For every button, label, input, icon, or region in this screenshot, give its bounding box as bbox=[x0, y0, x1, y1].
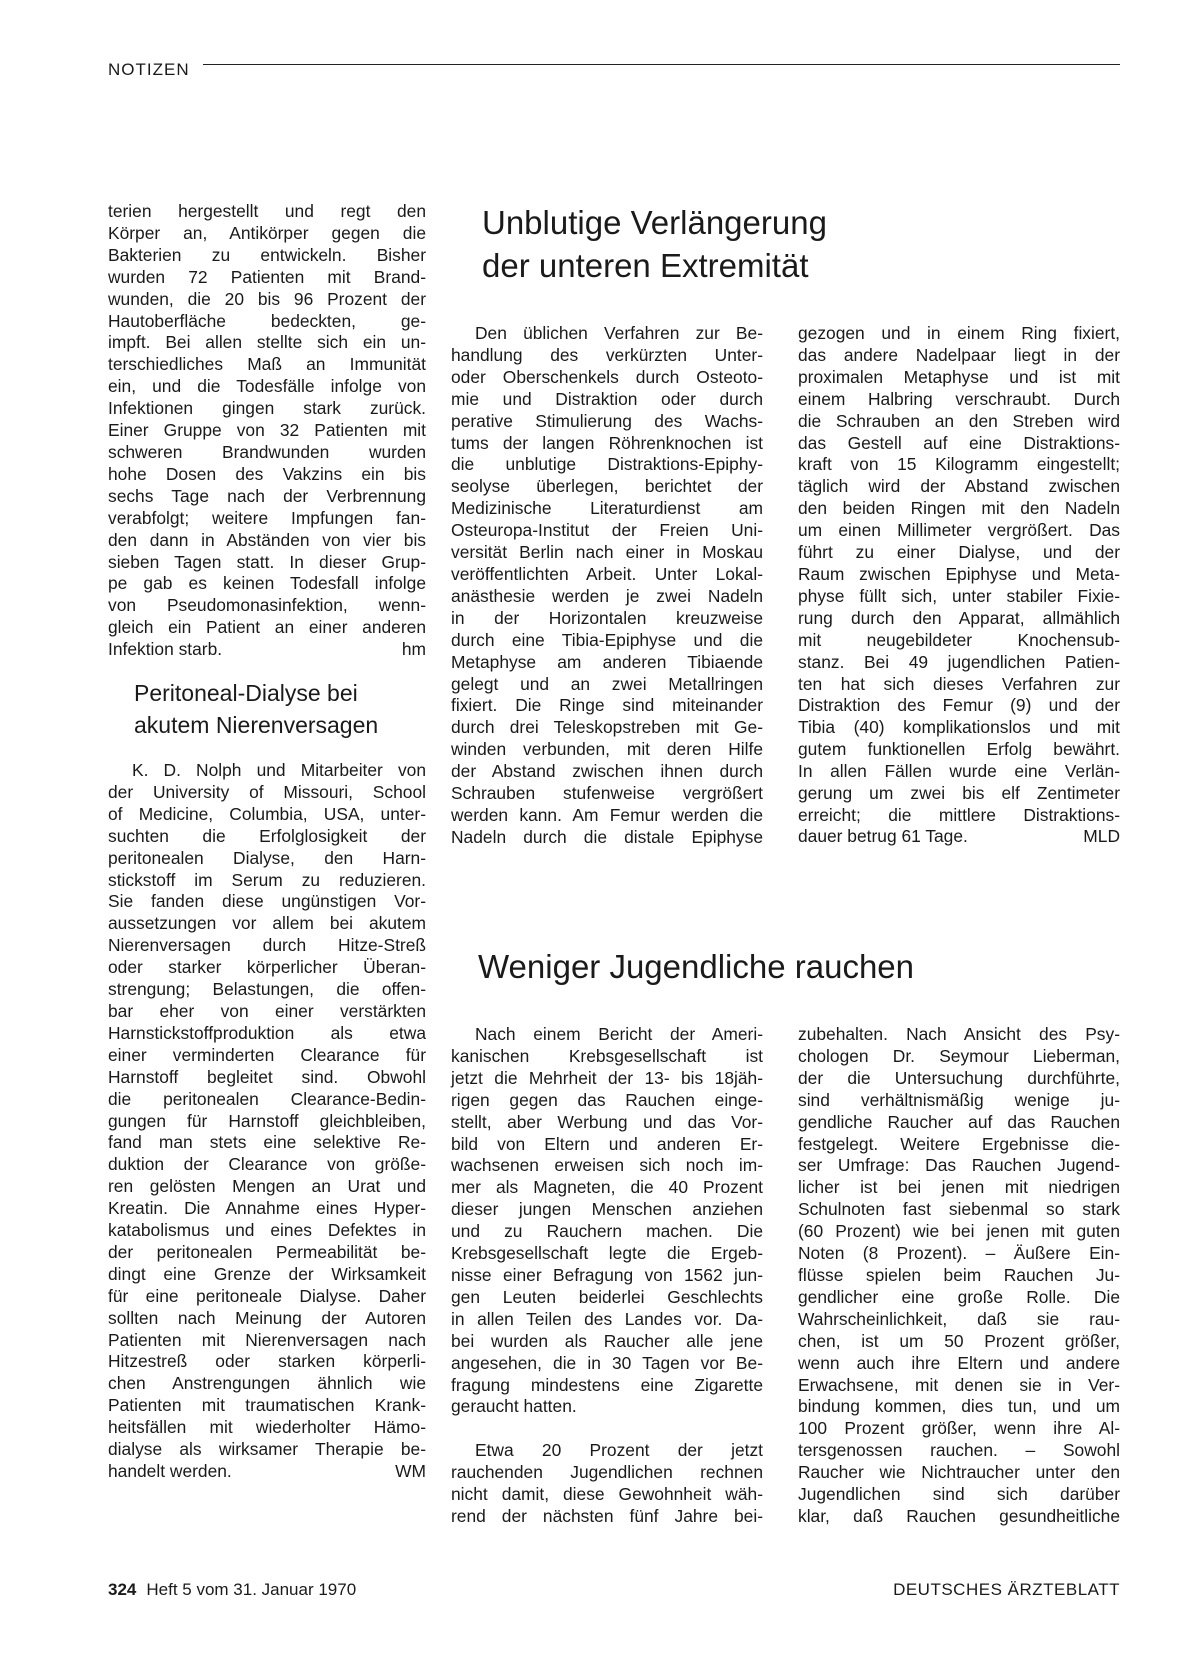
text-line: ten hat sich dieses Verfahren zur bbox=[798, 673, 1120, 694]
text-line: durch drei Teleskopstreben mit Ge- bbox=[451, 717, 763, 738]
text-line: Metaphyse am anderen Tibiaende bbox=[451, 651, 763, 672]
text-line: hohe Dosen des Vakzins ein bis bbox=[108, 463, 426, 484]
last-line: Infektion starb. bbox=[108, 639, 223, 659]
text-line: Patienten mit traumatischen Krank- bbox=[108, 1395, 426, 1416]
article-title-dialyse-line1: Peritoneal-Dialyse bei bbox=[134, 680, 358, 706]
text-line: oder Oberschenkels durch Osteoto- bbox=[451, 366, 763, 387]
text-line: den beiden Ringen mit den Nadeln bbox=[798, 498, 1120, 519]
text-line: sind verhältnismäßig wenige ju- bbox=[798, 1089, 1120, 1110]
text-line: rend der nächsten fünf Jahre bei- bbox=[451, 1505, 763, 1526]
text-line: Erwachsene, mit denen sie in Ver- bbox=[798, 1374, 1120, 1395]
text-line: impft. Bei allen stellte sich ein un- bbox=[108, 332, 426, 353]
text-line: katabolismus und eines Defektes in bbox=[108, 1220, 426, 1241]
text-line: Hautoberfläche bedeckten, ge- bbox=[108, 310, 426, 331]
text-line: physe füllt sich, unter stabiler Fixie- bbox=[798, 585, 1120, 606]
text-line: jetzt die Mehrheit der 13- bis 18jäh- bbox=[451, 1067, 763, 1088]
text-line: Schrauben stufenweise vergrößert bbox=[451, 783, 763, 804]
text-line: chen Anstrengungen ähnlich wie bbox=[108, 1373, 426, 1394]
text-line: Infektionen gingen stark zurück. bbox=[108, 398, 426, 419]
continued-article-ending bbox=[108, 639, 426, 661]
text-line: strengung; Belastungen, die offen- bbox=[108, 979, 426, 1000]
text-line: In allen Fällen wurde eine Verlän- bbox=[798, 761, 1120, 782]
text-line: Nierenversagen durch Hitze-Streß bbox=[108, 935, 426, 956]
text-line: Harnstickstoffproduktion als etwa bbox=[108, 1022, 426, 1043]
text-line: peritonealen Dialyse, den Harn- bbox=[108, 847, 426, 868]
section-label: NOTIZEN bbox=[108, 60, 190, 79]
text-line: 100 Prozent größer, wenn ihre Al- bbox=[798, 1418, 1120, 1439]
article-body-rauchen-col1-para1 bbox=[451, 1024, 763, 1396]
text-line: flüsse spielen beim Rauchen Ju- bbox=[798, 1264, 1120, 1285]
article-body-extremitaet-col1 bbox=[451, 323, 763, 849]
article-ending-extremitaet bbox=[798, 826, 1120, 848]
text-line: ein, und die Todesfälle infolge von bbox=[108, 376, 426, 397]
article-body-rauchen-col1-para1-end bbox=[451, 1396, 763, 1418]
page-number: 324 bbox=[108, 1580, 137, 1599]
journal-name: DEUTSCHES ÄRZTEBLATT bbox=[893, 1580, 1120, 1599]
author-initials: MLD bbox=[1083, 826, 1120, 846]
article-body-extremitaet-col2 bbox=[798, 323, 1120, 827]
text-line: oder starker körperlicher Überan- bbox=[108, 957, 426, 978]
text-line: zubehalten. Nach Ansicht des Psy- bbox=[798, 1024, 1120, 1044]
last-line: dauer betrug 61 Tage. bbox=[798, 826, 968, 846]
text-line: Kreatin. Die Annahme eines Hyper- bbox=[108, 1198, 426, 1219]
text-line: Medizinische Literaturdienst am bbox=[451, 498, 763, 519]
text-line: das Gestell auf eine Distraktions- bbox=[798, 432, 1120, 453]
header-rule bbox=[203, 64, 1120, 65]
text-line: veröffentlichten Arbeit. Unter Lokal- bbox=[451, 563, 763, 584]
text-line: Nadeln durch die distale Epiphyse bbox=[451, 826, 763, 847]
text-line: K. D. Nolph und Mitarbeiter von bbox=[132, 760, 426, 780]
article-title-extremitaet-line2: der unteren Extremität bbox=[482, 247, 809, 284]
text-line: gen Leuten beiderlei Geschlechts bbox=[451, 1286, 763, 1307]
text-line: fixiert. Die Ringe sind miteinander bbox=[451, 695, 763, 716]
text-line: licher ist bei jenen mit niedrigen bbox=[798, 1177, 1120, 1198]
article-body-dialyse bbox=[108, 760, 426, 1461]
text-line: den dann in Abständen von vier bis bbox=[108, 529, 426, 550]
article-ending-dialyse bbox=[108, 1461, 426, 1483]
text-line: für eine peritoneale Dialyse. Daher bbox=[108, 1285, 426, 1306]
text-line: der University of Missouri, School bbox=[108, 781, 426, 802]
article-body-rauchen-col1-para2 bbox=[451, 1440, 763, 1528]
text-line: gleich ein Patient an einer anderen bbox=[108, 617, 426, 638]
text-line: gelegt und an zwei Metallringen bbox=[451, 673, 763, 694]
author-initials: hm bbox=[401, 639, 426, 659]
text-line: pe gab es keinen Todesfall infolge bbox=[108, 573, 426, 594]
text-line: mie und Distraktion oder durch bbox=[451, 388, 763, 409]
text-line: versität Berlin nach einer in Moskau bbox=[451, 542, 763, 563]
text-line: handlung des verkürzten Unter- bbox=[451, 344, 763, 365]
text-line: das andere Nadelpaar liegt in der bbox=[798, 344, 1120, 365]
text-line: bei wurden als Raucher alle jene bbox=[451, 1330, 763, 1351]
text-line: Einer Gruppe von 32 Patienten mit bbox=[108, 420, 426, 441]
text-line: Schulnoten fast siebenmal so stark bbox=[798, 1199, 1120, 1220]
text-line: chen, ist um 50 Prozent größer, bbox=[798, 1330, 1120, 1351]
text-line: Wahrscheinlichkeit, daß sie rau- bbox=[798, 1308, 1120, 1329]
text-line: Sie fanden diese ungünstigen Vor- bbox=[108, 891, 426, 912]
text-line: wurden 72 Patienten mit Brand- bbox=[108, 266, 426, 287]
text-line: gungen für Harnstoff gleichbleiben, bbox=[108, 1110, 426, 1131]
text-line: und zu Rauchern machen. Die bbox=[451, 1221, 763, 1242]
text-line: einem Halbring verschraubt. Durch bbox=[798, 388, 1120, 409]
text-line: in der Horizontalen kreuzweise bbox=[451, 607, 763, 628]
text-line: der peritonealen Permeabilität be- bbox=[108, 1241, 426, 1262]
text-line: suchten die Erfolglosigkeit der bbox=[108, 825, 426, 846]
text-line: gerung um zwei bis elf Zentimeter bbox=[798, 783, 1120, 804]
text-line: angesehen, die in 30 Tagen vor Be- bbox=[451, 1352, 763, 1373]
text-line: mer als Magneten, die 40 Prozent bbox=[451, 1177, 763, 1198]
text-line: Krebsgesellschaft legte die Ergeb- bbox=[451, 1243, 763, 1264]
text-line: Hitzestreß oder starken körperli- bbox=[108, 1351, 426, 1372]
text-line: Osteuropa-Institut der Freien Uni- bbox=[451, 520, 763, 541]
text-line: stickstoff im Serum zu reduzieren. bbox=[108, 869, 426, 890]
text-line: Noten (8 Prozent). – Äußere Ein- bbox=[798, 1243, 1120, 1264]
text-line: anästhesie werden je zwei Nadeln bbox=[451, 585, 763, 606]
text-line: wachsenen erweisen sich noch im- bbox=[451, 1155, 763, 1176]
text-line: gutem funktionellen Erfolg bewährt. bbox=[798, 739, 1120, 760]
text-line: die peritonealen Clearance-Bedin- bbox=[108, 1088, 426, 1109]
text-line: Nach einem Bericht der Ameri- bbox=[475, 1024, 763, 1044]
article-title-rauchen: Weniger Jugendliche rauchen bbox=[478, 948, 915, 985]
text-line: Distraktion des Femur (9) und der bbox=[798, 695, 1120, 716]
text-line: winden verbunden, mit deren Hilfe bbox=[451, 739, 763, 760]
text-line: wenn auch ihre Eltern und andere bbox=[798, 1352, 1120, 1373]
continued-article-text bbox=[108, 201, 426, 639]
text-line: aussetzungen vor allem bei akutem bbox=[108, 913, 426, 934]
article-title-extremitaet-line1: Unblutige Verlängerung bbox=[482, 204, 827, 241]
text-line: rung durch den Apparat, allmählich bbox=[798, 607, 1120, 628]
text-line: rigen gegen das Rauchen einge- bbox=[451, 1089, 763, 1110]
text-line: Körper an, Antikörper gegen die bbox=[108, 222, 426, 243]
text-line: mit neugebildeter Knochensub- bbox=[798, 629, 1120, 650]
text-line: der Abstand zwischen ihnen durch bbox=[451, 761, 763, 782]
text-line: sieben Tagen statt. In dieser Grup- bbox=[108, 551, 426, 572]
text-line: Raucher wie Nichtraucher unter den bbox=[798, 1462, 1120, 1483]
text-line: Jugendlichen sind sich darüber bbox=[798, 1484, 1120, 1505]
text-line: täglich wird der Abstand zwischen bbox=[798, 476, 1120, 497]
text-line: bar eher von einer verstärkten bbox=[108, 1000, 426, 1021]
text-line: werden kann. Am Femur werden die bbox=[451, 804, 763, 825]
text-line: chologen Dr. Seymour Lieberman, bbox=[798, 1045, 1120, 1066]
text-line: nisse einer Befragung von 1562 jun- bbox=[451, 1264, 763, 1285]
text-line: rauchenden Jugendlichen rechnen bbox=[451, 1461, 763, 1482]
text-line: kraft von 15 Kilogramm eingestellt; bbox=[798, 454, 1120, 475]
text-line: gendlicher eine große Rolle. Die bbox=[798, 1286, 1120, 1307]
text-line: Bakterien zu entwickeln. Bisher bbox=[108, 244, 426, 265]
text-line: sechs Tage nach der Verbrennung bbox=[108, 485, 426, 506]
text-line: Raum zwischen Epiphyse und Meta- bbox=[798, 563, 1120, 584]
text-line: terien hergestellt und regt den bbox=[108, 201, 426, 221]
text-line: bild von Eltern und anderen Er- bbox=[451, 1133, 763, 1154]
text-line: dialyse als wirksamer Therapie be- bbox=[108, 1439, 426, 1460]
text-line: Patienten mit Nierenversagen nach bbox=[108, 1329, 426, 1350]
text-line: fand man stets eine selektive Re- bbox=[108, 1132, 426, 1153]
text-line: tersgenossen rauchen. – Sowohl bbox=[798, 1440, 1120, 1461]
text-line: wunden, die 20 bis 96 Prozent der bbox=[108, 288, 426, 309]
text-line: führt zu einer Dialyse, und der bbox=[798, 542, 1120, 563]
text-line: um einen Millimeter vergrößert. Das bbox=[798, 520, 1120, 541]
text-line: Etwa 20 Prozent der jetzt bbox=[475, 1440, 763, 1460]
text-line: fragung mindestens eine Zigarette bbox=[451, 1374, 763, 1395]
text-line: nicht damit, diese Gewohnheit wäh- bbox=[451, 1483, 763, 1504]
text-line: seolyse überlegen, berichtet der bbox=[451, 476, 763, 497]
page-footer-left bbox=[108, 1580, 356, 1600]
text-line: von Pseudomonasinfektion, wenn- bbox=[108, 595, 426, 616]
last-line: handelt werden. bbox=[108, 1461, 232, 1481]
text-line: duktion der Clearance von größe- bbox=[108, 1154, 426, 1175]
text-line: terschiedliches Maß an Immunität bbox=[108, 354, 426, 375]
text-line: schweren Brandwunden wurden bbox=[108, 441, 426, 462]
text-line: ser Umfrage: Das Rauchen Jugend- bbox=[798, 1155, 1120, 1176]
text-line: of Medicine, Columbia, USA, unter- bbox=[108, 803, 426, 824]
text-line: in allen Teilen des Landes vor. Da- bbox=[451, 1308, 763, 1329]
text-line: bindung kommen, dies tun, und um bbox=[798, 1396, 1120, 1417]
text-line: Tibia (40) komplikationslos und mit bbox=[798, 717, 1120, 738]
text-line: gezogen und in einem Ring fixiert, bbox=[798, 323, 1120, 343]
text-line: dieser jungen Menschen anziehen bbox=[451, 1199, 763, 1220]
text-line: perative Stimulierung des Wachs- bbox=[451, 410, 763, 431]
text-line: stellt, aber Werbung und das Vor- bbox=[451, 1111, 763, 1132]
text-line: sollten nach Meinung der Autoren bbox=[108, 1307, 426, 1328]
article-body-rauchen-col2 bbox=[798, 1024, 1120, 1528]
text-line: verabfolgt; weitere Impfungen fan- bbox=[108, 507, 426, 528]
text-line: heitsfällen mit wiederholter Hämo- bbox=[108, 1417, 426, 1438]
text-line: tums der langen Röhrenknochen ist bbox=[451, 432, 763, 453]
text-line: erreicht; die mittlere Distraktions- bbox=[798, 804, 1120, 825]
issue-info: Heft 5 vom 31. Januar 1970 bbox=[146, 1580, 357, 1599]
text-line: (60 Prozent) wie bei jenen mit guten bbox=[798, 1221, 1120, 1242]
text-line: klar, daß Rauchen gesundheitliche bbox=[798, 1505, 1120, 1526]
text-line: Harnstoff begleitet sind. Obwohl bbox=[108, 1066, 426, 1087]
text-line: festgelegt. Weitere Ergebnisse die- bbox=[798, 1133, 1120, 1154]
text-line: dingt eine Grenze der Wirksamkeit bbox=[108, 1263, 426, 1284]
text-line: ren gelösten Mengen an Urat und bbox=[108, 1176, 426, 1197]
text-line: Den üblichen Verfahren zur Be- bbox=[475, 323, 763, 343]
text-line: gendliche Raucher auf das Rauchen bbox=[798, 1111, 1120, 1132]
text-line: stanz. Bei 49 jugendlichen Patien- bbox=[798, 651, 1120, 672]
text-line: die unblutige Distraktions-Epiphy- bbox=[451, 454, 763, 475]
article-title-dialyse-line2: akutem Nierenversagen bbox=[134, 712, 379, 738]
text-line: der die Untersuchung durchführte, bbox=[798, 1067, 1120, 1088]
text-line: einer verminderten Clearance für bbox=[108, 1044, 426, 1065]
text-line: durch eine Tibia-Epiphyse und die bbox=[451, 629, 763, 650]
text-line: kanischen Krebsgesellschaft ist bbox=[451, 1045, 763, 1066]
last-line: geraucht hatten. bbox=[451, 1396, 577, 1416]
text-line: die Schrauben an den Streben wird bbox=[798, 410, 1120, 431]
text-line: proximalen Metaphyse und ist mit bbox=[798, 366, 1120, 387]
author-initials: WM bbox=[395, 1461, 426, 1481]
